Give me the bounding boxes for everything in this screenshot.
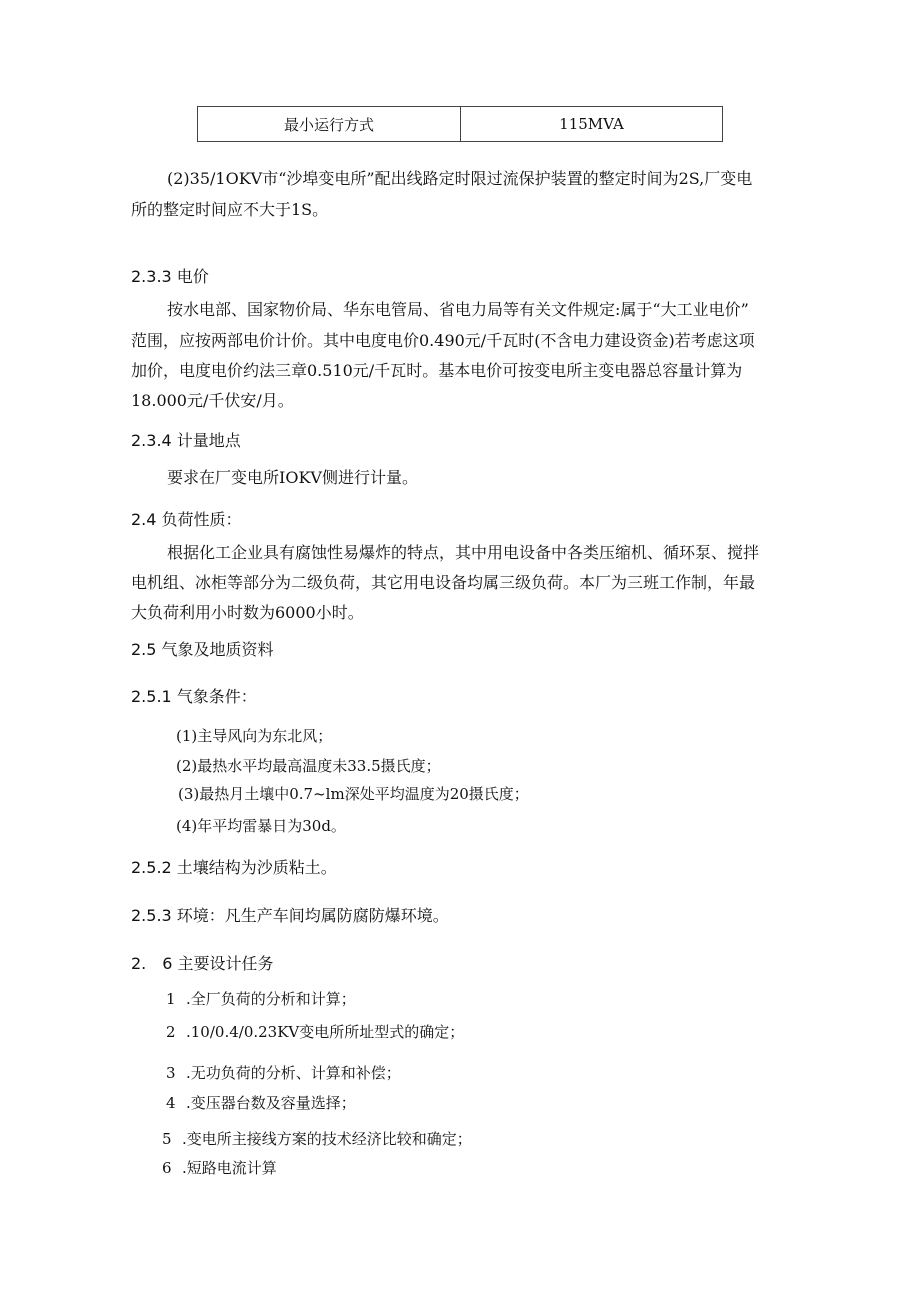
task-item — [162, 1128, 472, 1149]
task-text: .变压器台数及容量选择； — [186, 1094, 356, 1112]
task-text: .短路电流计算 — [182, 1159, 277, 1177]
task-text: .变电所主接线方案的技术经济比较和确定； — [182, 1130, 472, 1148]
table-row — [198, 107, 723, 142]
section-heading-2-3-3: 2.3.3 电价 — [131, 267, 209, 286]
metering-text: 要求在厂变电所IOKV侧进行计量。 — [167, 468, 418, 487]
weather-item: (2)最热水平均最高温度未33.5摄氏度； — [176, 757, 441, 775]
task-text: .无功负荷的分析、计算和补偿； — [186, 1064, 401, 1082]
load-paragraph-line: 电机组、冰柜等部分为二级负荷，其它用电设备均属三级负荷。本厂为三班工作制，年最 — [131, 573, 756, 592]
section-heading-2-5: 2.5 气象及地质资料 — [131, 640, 274, 659]
task-item — [166, 1021, 464, 1042]
load-paragraph-line: 大负荷利用小时数为6000小时。 — [131, 603, 364, 622]
task-item — [166, 988, 356, 1009]
task-item — [166, 1062, 401, 1083]
price-paragraph-line: 18.000元/千伏安/月。 — [131, 391, 294, 410]
protection-timing-line1: (2)35/1OKV市“沙埠变电所”配出线路定时限过流保护装置的整定时间为2S,厂变电 — [167, 169, 753, 188]
task-number: 3 — [166, 1064, 176, 1082]
weather-item: (1)主导风向为东北风； — [176, 727, 333, 745]
operating-mode-table — [197, 106, 723, 142]
section-heading-2-5-2: 2.5.2 土壤结构为沙质粘土。 — [131, 858, 337, 877]
section-heading-2-6: 2. 6 主要设计任务 — [131, 954, 274, 973]
weather-item: (3)最热月土壤中0.7~lm深处平均温度为20摄氏度； — [178, 785, 529, 803]
task-text: .10/0.4/0.23KV变电所所址型式的确定； — [186, 1023, 465, 1041]
price-paragraph-line: 范围，应按两部电价计价。其中电度电价0.490元/千瓦时(不含电力建设资金)若考虑这项 — [131, 331, 755, 350]
task-number: 5 — [162, 1130, 172, 1148]
table-cell-value: 115MVA — [461, 107, 723, 142]
task-number: 6 — [162, 1159, 172, 1177]
task-number: 2 — [166, 1023, 176, 1041]
section-heading-2-4: 2.4 负荷性质： — [131, 510, 242, 529]
task-number: 4 — [166, 1094, 176, 1112]
price-paragraph-line: 加价，电度电价约法三章0.510元/千瓦时。基本电价可按变电所主变电器总容量计算为 — [131, 361, 743, 380]
protection-timing-line2: 所的整定时间应不大于1S。 — [131, 200, 329, 219]
section-heading-2-5-3: 2.5.3 环境：凡生产车间均属防腐防爆环境。 — [131, 906, 449, 925]
task-item — [166, 1092, 356, 1113]
section-heading-2-5-1: 2.5.1 气象条件： — [131, 687, 257, 706]
task-number: 1 — [166, 990, 176, 1008]
section-heading-2-3-4: 2.3.4 计量地点 — [131, 431, 241, 450]
task-text: .全厂负荷的分析和计算； — [186, 990, 356, 1008]
table-cell-label: 最小运行方式 — [198, 107, 461, 142]
task-item — [162, 1157, 277, 1178]
load-paragraph-line: 根据化工企业具有腐蚀性易爆炸的特点，其中用电设备中各类压缩机、循环泵、搅拌 — [167, 543, 760, 562]
weather-item: (4)年平均雷暴日为30d。 — [176, 817, 346, 835]
price-paragraph-line: 按水电部、国家物价局、华东电管局、省电力局等有关文件规定:属于“大工业电价” — [167, 300, 749, 319]
